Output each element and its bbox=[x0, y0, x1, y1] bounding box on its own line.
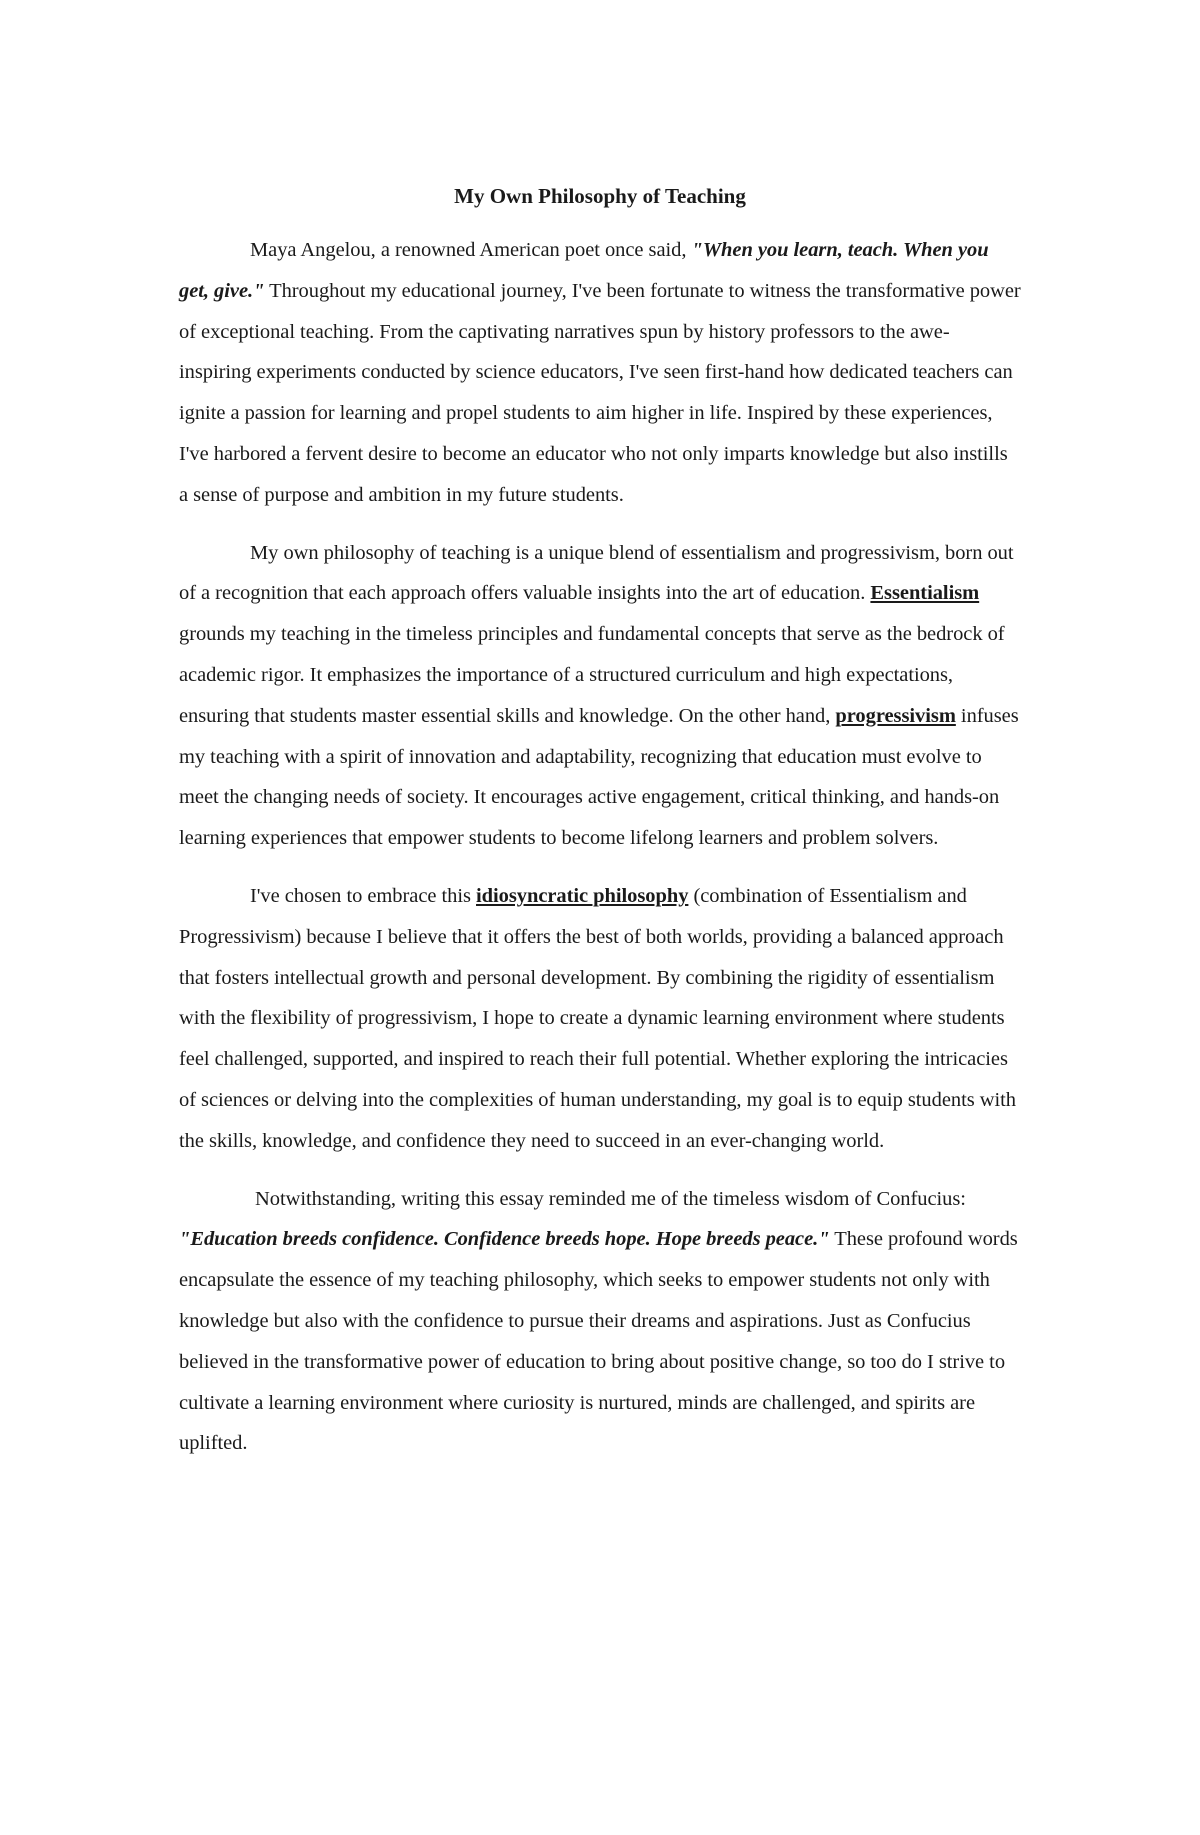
paragraph-text: infuses my teaching with a spirit of innovation and adaptability, recognizing that education must evolve to meet the changing needs of society. It encourages active engagement, critical thinking, and hands-on learning experiences that empower students to become lifelong learners and problem solvers. bbox=[179, 704, 1019, 850]
term-idiosyncratic-philosophy: idiosyncratic philosophy bbox=[476, 884, 689, 907]
confucius-quote: "Education breeds confidence. Confidence breeds hope. Hope breeds peace." bbox=[179, 1228, 830, 1251]
angelou-quote: "When you learn, teach. When you get, give." bbox=[179, 239, 989, 302]
term-progressivism: progressivism bbox=[835, 704, 956, 727]
paragraph-text: Maya Angelou, a renowned American poet once said, bbox=[250, 239, 692, 261]
term-essentialism: Essentialism bbox=[870, 582, 980, 605]
document-title: My Own Philosophy of Teaching bbox=[454, 184, 746, 208]
paragraph-text: Notwithstanding, writing this essay reminded me of the timeless wisdom of Confucius: bbox=[255, 1187, 966, 1210]
paragraph-text: These profound words encapsulate the essence of my teaching philosophy, which seeks to empower students not only with knowledge but also with the confidence to pursue their dreams and aspirations. Just as Confucius believed in the transformative power of education to bring about positive change, so too do I strive to cultivate a learning environment where curiosity is nurtured, minds are challenged, and spirits are uplifted. bbox=[179, 1228, 1018, 1455]
paragraph-intro bbox=[179, 230, 1021, 516]
paragraph-rationale bbox=[179, 876, 1021, 1162]
paragraph-philosophy bbox=[179, 533, 1021, 859]
paragraph-conclusion bbox=[179, 1179, 1021, 1465]
paragraph-text: Throughout my educational journey, I've been fortunate to witness the transformative power of exceptional teaching. From the captivating narratives spun by history professors to the awe-inspiring experiments conducted by science educators, I've seen first-hand how dedicated teachers can ignite a passion for learning and propel students to aim higher in life. Inspired by these experiences, I've harbored a fervent desire to become an educator who not only imparts knowledge but also instills a sense of purpose and ambition in my future students. bbox=[179, 279, 1021, 506]
paragraph-text: I've chosen to embrace this bbox=[250, 884, 477, 907]
document-body bbox=[179, 176, 1021, 1481]
paragraph-text: (combination of Essentialism and Progressivism) because I believe that it offers the best of both worlds, providing a balanced approach that fosters intellectual growth and personal development. By combining the rigidity of essentialism with the flexibility of progressivism, I hope to create a dynamic learning environment where students feel challenged, supported, and inspired to reach their full potential. Whether exploring the intricacies of sciences or delving into the complexities of human understanding, my goal is to equip students with the skills, knowledge, and confidence they need to succeed in an ever-changing world. bbox=[179, 884, 1016, 1152]
paragraph-text: grounds my teaching in the timeless principles and fundamental concepts that serve as the bedrock of academic rigor. It emphasizes the importance of a structured curriculum and high expectations, ensuring that students master essential skills and knowledge. On the other hand, bbox=[179, 623, 1005, 727]
paragraph-text: My own philosophy of teaching is a unique blend of essentialism and progressivism, born out of a recognition that each approach offers valuable insights into the art of education. bbox=[179, 541, 1014, 605]
